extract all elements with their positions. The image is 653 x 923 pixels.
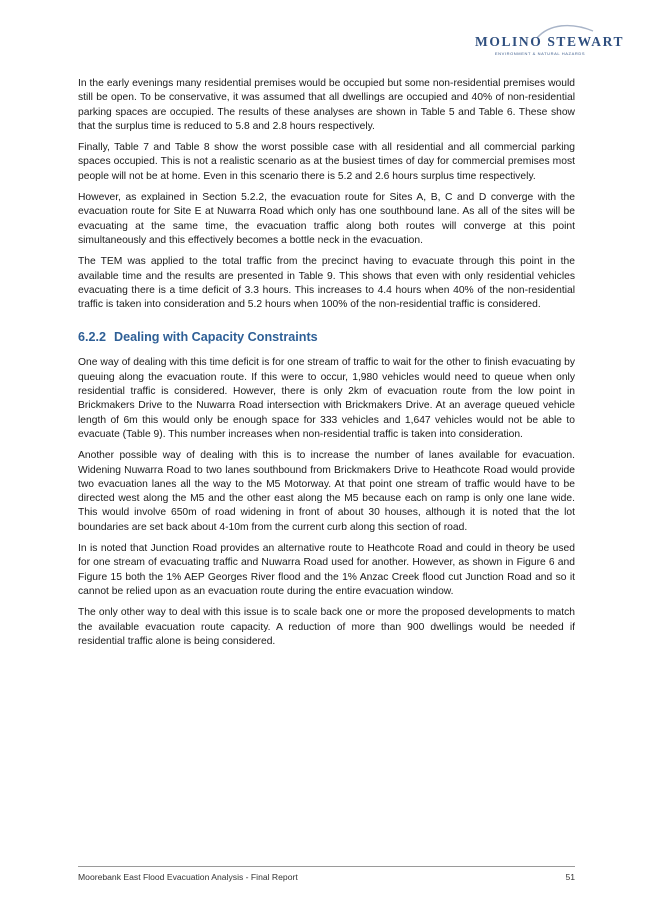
logo-name: MOLINO STEWART xyxy=(475,34,625,49)
paragraph-scale-back: The only other way to deal with this issue is to scale back one or more the proposed developments to match the available evacuation route capacity. A reduction of more than 900 dwellings would be needed if residential traffic alone is being considered. xyxy=(78,607,575,647)
paragraph-junction-road: In is noted that Junction Road provides an alternative route to Heathcote Road and could in theory be used for one stream of evacuating traffic and Nuwarra Road used for another. However, as shown in Figure 6 and Figure 15 both the 1% AEP Georges River flood and the 1% Anzac Creek flood cut Junction Road and so it cannot be relied upon as an evacuation route during the entire evacuation window. xyxy=(78,543,575,597)
logo-tagline: ENVIRONMENT & NATURAL HAZARDS xyxy=(494,51,586,56)
paragraph-queuing: One way of dealing with this time deficit is for one stream of traffic to wait for the other to finish evacuating by queuing along the evacuation route. If this were to occur, 1,980 vehicles would need to queue when only residential traffic is considered. However, there is only 2km of evacuation route from the low point in Brickmakers Drive to the Nuwarra Road intersection with Brickmakers Drive. At an average queued vehicle length of 6m this would only be enough space for 333 vehicles and 1,647 vehicles would not be able to evacuate (Table 9). This number increases when non-residential traffic is taken into consideration. xyxy=(78,357,575,440)
section-title: Dealing with Capacity Constraints xyxy=(114,330,318,345)
footer-page-number: 51 xyxy=(565,872,575,882)
paragraph-tem-results: The TEM was applied to the total traffic from the precinct having to evacuate through this point in the available time and the results are presented in Table 9. This shows that even with only residential vehicles evacuating there is a time deficit of 3.3 hours. This increases to 4.4 hours when 40% of the non-residential traffic is taken into consideration and 5.2 hours when 100% of the non-residential traffic is considered. xyxy=(78,256,575,311)
footer-divider xyxy=(78,866,575,867)
paragraph-lane-widening: Another possible way of dealing with this is to increase the number of lanes available for evacuation. Widening Nuwarra Road to two lanes southbound from Brickmakers Drive to Heathcote Road would provide two evacuation lanes all the way to the M5 Motorway. At that point one stream of traffic would have to be directed west along the M5 and the other east along the M5 because each on ramp is only one lane wide. This would involve 650m of road widening in front of about 30 houses, although it is noted that the lot boundaries are set back about 4-10m from the current curb along this section of road. xyxy=(78,450,575,533)
footer-report-title: Moorebank East Flood Evacuation Analysis - Final Report xyxy=(78,872,298,882)
section-number: 6.2.2 xyxy=(78,330,107,345)
page-body xyxy=(78,77,575,656)
paragraph-converging-routes: However, as explained in Section 5.2.2, the evacuation route for Sites A, B, C and D converge with the evacuation route for Site E at Nuwarra Road which only has one southbound lane. As all of the sites will be evacuating at the same time, the evacuation traffic along both routes will converge at this point simultaneously and this effectively becomes a bottle neck in the evacuation. xyxy=(78,192,575,246)
paragraph-early-evenings: In the early evenings many residential premises would be occupied but some non-residential premises would still be open. To be conservative, it was assumed that all dwellings are occupied and 40% of non-residential parking spaces are occupied. The results of these analyses are shown in Table 5 and Table 6. These show that the surplus time is reduced to 5.8 and 2.8 hours respectively. xyxy=(78,78,575,132)
company-logo xyxy=(475,22,625,58)
paragraph-worst-case: Finally, Table 7 and Table 8 show the worst possible case with all residential and all commercial parking spaces occupied. This is not a realistic scenario as at the busiest times of day for commercial premises most people will not be at home. Even in this scenario there is 5.2 and 2.6 hours surplus time respectively. xyxy=(78,142,575,182)
section-heading xyxy=(78,330,575,344)
